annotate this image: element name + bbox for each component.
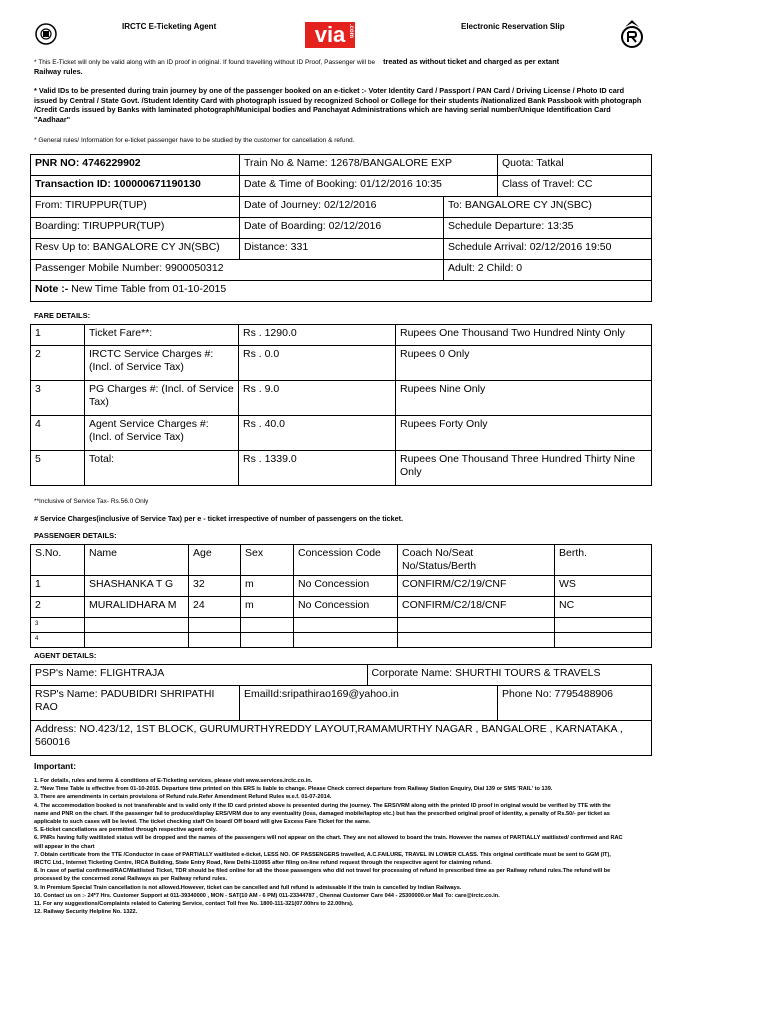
general-rules-note: * General rules/ Information for e-ticket passenger have to be studied by the customer for cancellation & refund. bbox=[34, 137, 355, 144]
fare-item: Ticket Fare**: bbox=[85, 325, 239, 346]
list-item: 10. Contact us on :- 24*7 Hrs. Customer Support at 011-39340000 , MON - SAT(10 AM - 6 PM) 011-23344787 , Chennai Customer Care 044 - 25300000.or Mail To: care@irctc.co.in. bbox=[34, 892, 500, 899]
phone-cell: Phone No: 7795488906 bbox=[498, 686, 652, 721]
table-row bbox=[31, 633, 652, 648]
passenger-cell: 4 bbox=[31, 633, 85, 648]
fare-amount: Rs . 9.0 bbox=[239, 381, 396, 416]
fare-words: Rupees One Thousand Two Hundred Ninty Only bbox=[396, 325, 652, 346]
note-label: Note :- bbox=[35, 283, 69, 295]
passenger-cell: m bbox=[241, 576, 294, 597]
pax-count-cell: Adult: 2 Child: 0 bbox=[444, 260, 652, 281]
fare-words: Rupees Nine Only bbox=[396, 381, 652, 416]
passenger-cell: m bbox=[241, 597, 294, 618]
boarding-date-cell: Date of Boarding: 02/12/2016 bbox=[240, 218, 444, 239]
table-row bbox=[31, 597, 652, 618]
list-item: 8. In case of partial confirmed/RAC/Waitlisted Ticket, TDR should be filed online for all the those passengers who did not travel for processing of refund in prescribed time as per Railway refund rules.The refund will be processed by the concerned zonal Railways as per Railway refund rules. bbox=[34, 868, 611, 883]
departure-cell: Schedule Departure: 13:35 bbox=[444, 218, 652, 239]
list-item: 4. The accommodation booked is not transferable and is valid only if the ID card printed above is presented during the journey. The ERS/VRM along with the printed ID proof in original would be verified by TTE with the name and PNR on the chart. If the passenger fail to produce/display ERS/VRM due to any eventuality (loss, damaged mobile/laptop etc.) but has the prescribed original proof of identity, a penalty of Rs.50/- per ticket as applicable to such cases will be levied. The ticket checking staff On board/ Off board will give Excess Fare Ticket for the same. bbox=[34, 802, 611, 826]
passenger-cell bbox=[555, 618, 652, 633]
valid-ids-note: * Valid IDs to be presented during train journey by one of the passenger booked on an e-ticket :- Voter Identity Card / Passport / PAN Card / Driving License / Photo ID card issued by Central / State Govt. /Student Identity Card with photograph issued by recognized School or College for their students /Nationalized Bank Passbook with photograph /Credit Cards issued by Banks with laminated photograph/Municipal bodies and Panchayat Administrations which are having serial number/Unique Identification Card "Aadhaar" bbox=[34, 86, 642, 124]
id-proof-note bbox=[34, 57, 734, 77]
passenger-cell bbox=[555, 633, 652, 648]
agent-section-title: AGENT DETAILS: bbox=[34, 651, 97, 660]
fare-amount: Rs . 1290.0 bbox=[239, 325, 396, 346]
passenger-cell bbox=[294, 618, 398, 633]
passenger-header: Sex bbox=[241, 545, 294, 576]
passenger-header: Age bbox=[189, 545, 241, 576]
passenger-cell: 24 bbox=[189, 597, 241, 618]
psp-cell: PSP's Name: FLIGHTRAJA bbox=[31, 665, 368, 686]
fare-amount: Rs . 0.0 bbox=[239, 346, 396, 381]
list-item: 7. Obtain certificate from the TTE /Conductor in case of PARTIALLY waitlisted e-ticket, LESS NO. OF PASSENGERS travelled, A.C.FAILURE, TRAVEL IN LOWER CLASS. This original certificate must be sent to GGM (IT), IRCTC Ltd., Internet Ticketing Centre, IRCA Building, State Entry Road, New Delhi-110055 after filing on-line refund request through the respective agent for claiming refund. bbox=[34, 851, 611, 867]
passenger-cell: SHASHANKA T G bbox=[85, 576, 189, 597]
list-item: 6. PNRs having fully waitlisted status will be dropped and the names of the passengers will not appear on the chart. They are not allowed to board the train. However the names of PARTIALLY waitlisted/ confirmed and RAC will appear in the chart bbox=[34, 835, 623, 850]
table-row bbox=[31, 618, 652, 633]
id-proof-note-a: * This E-Ticket will only be valid along with an ID proof in original. If found travelling without ID Proof, Passenger will be bbox=[34, 59, 376, 66]
table-row bbox=[31, 576, 652, 597]
fare-no: 5 bbox=[31, 451, 85, 486]
fare-amount: Rs . 40.0 bbox=[239, 416, 396, 451]
fare-amount: Rs . 1339.0 bbox=[239, 451, 396, 486]
passenger-cell: CONFIRM/C2/18/CNF bbox=[398, 597, 555, 618]
booking-time-cell: Date & Time of Booking: 01/12/2016 10:35 bbox=[240, 176, 498, 197]
passenger-cell bbox=[189, 633, 241, 648]
passenger-cell: No Concession bbox=[294, 597, 398, 618]
fare-item: Agent Service Charges #: (Incl. of Service Tax) bbox=[85, 416, 239, 451]
fare-words: Rupees 0 Only bbox=[396, 346, 652, 381]
note-cell bbox=[31, 281, 652, 302]
passenger-cell: 1 bbox=[31, 576, 85, 597]
passenger-cell: 2 bbox=[31, 597, 85, 618]
distance-cell: Distance: 331 bbox=[240, 239, 444, 260]
list-item: 9. In Premium Special Train cancellation is not allowed.However, ticket can be cancelled and full refund is admissable if the train is cancelled by Indian Railways. bbox=[34, 884, 462, 891]
via-logo-sub: .com bbox=[348, 24, 354, 39]
via-logo bbox=[305, 22, 355, 48]
train-cell: Train No & Name: 12678/BANGALORE EXP bbox=[240, 155, 498, 176]
fare-item: IRCTC Service Charges #: (Incl. of Service Tax) bbox=[85, 346, 239, 381]
pnr-cell: PNR NO: 4746229902 bbox=[31, 155, 240, 176]
quota-cell: Quota: Tatkal bbox=[498, 155, 652, 176]
fare-no: 4 bbox=[31, 416, 85, 451]
passenger-cell: WS bbox=[555, 576, 652, 597]
passenger-cell bbox=[294, 633, 398, 648]
resv-upto-cell: Resv Up to: BANGALORE CY JN(SBC) bbox=[31, 239, 240, 260]
passenger-header: Concession Code bbox=[294, 545, 398, 576]
passenger-cell: CONFIRM/C2/19/CNF bbox=[398, 576, 555, 597]
passenger-cell bbox=[241, 633, 294, 648]
passenger-cell: 3 bbox=[31, 618, 85, 633]
passenger-cell bbox=[85, 633, 189, 648]
passenger-cell bbox=[398, 633, 555, 648]
booking-table bbox=[30, 154, 652, 302]
passenger-cell: 32 bbox=[189, 576, 241, 597]
address-cell: Address: NO.423/12, 1ST BLOCK, GURUMURTHYREDDY LAYOUT,RAMAMURTHY NAGAR , BANGALORE , KARNATAKA , 560016 bbox=[31, 721, 652, 756]
fare-section-title: FARE DETAILS: bbox=[34, 311, 91, 320]
arrival-cell: Schedule Arrival: 02/12/2016 19:50 bbox=[444, 239, 652, 260]
id-proof-note-c: Railway rules. bbox=[34, 67, 83, 76]
id-proof-note-b: treated as without ticket and charged as per extant bbox=[383, 57, 560, 66]
list-item: 12. Railway Security Helpline No. 1322. bbox=[34, 909, 138, 916]
journey-date-cell: Date of Journey: 02/12/2016 bbox=[240, 197, 444, 218]
passenger-cell: NC bbox=[555, 597, 652, 618]
list-item: 11. For any suggestions/Complaints related to Catering Service, contact Toll free No. 1800-111-321(07.00hrs to 22.00hrs). bbox=[34, 901, 354, 908]
transaction-cell: Transaction ID: 100000671190130 bbox=[31, 176, 240, 197]
indian-railways-emblem bbox=[34, 22, 58, 46]
passenger-table bbox=[30, 544, 652, 648]
mobile-cell: Passenger Mobile Number: 9900050312 bbox=[31, 260, 444, 281]
list-item: 3. There are amendments in certain provisions of Refund rule.Refer Amendment Refund Rules w.e.f. 01-07-2014. bbox=[34, 794, 332, 801]
fare-no: 1 bbox=[31, 325, 85, 346]
fare-item: Total: bbox=[85, 451, 239, 486]
passenger-cell: MURALIDHARA M bbox=[85, 597, 189, 618]
fare-words: Rupees One Thousand Three Hundred Thirty Nine Only bbox=[396, 451, 652, 486]
passenger-cell bbox=[189, 618, 241, 633]
boarding-cell: Boarding: TIRUPPUR(TUP) bbox=[31, 218, 240, 239]
list-item: 2. *New Time Table is effective from 01-10-2015. Departure time printed on this ERS is liable to change. Please Check correct departure from Railway Station Enquiry, Dial 139 or SMS 'RAIL' to 139. bbox=[34, 786, 553, 793]
passenger-header: S.No. bbox=[31, 545, 85, 576]
list-item: 1. For details, rules and terms & conditions of E-Ticketing services, please visit www.services.irctc.co.in. bbox=[34, 778, 313, 784]
list-item: 5. E-ticket cancellations are permitted through respective agent only. bbox=[34, 827, 217, 834]
passenger-cell bbox=[398, 618, 555, 633]
from-cell: From: TIRUPPUR(TUP) bbox=[31, 197, 240, 218]
passenger-section-title: PASSENGER DETAILS: bbox=[34, 531, 117, 540]
slip-title: Electronic Reservation Slip bbox=[461, 22, 565, 31]
irctc-logo bbox=[617, 18, 647, 50]
fare-item: PG Charges #: (Incl. of Service Tax) bbox=[85, 381, 239, 416]
via-logo-text: via bbox=[314, 22, 346, 47]
rsp-cell: RSP's Name: PADUBIDRI SHRIPATHI RAO bbox=[31, 686, 240, 721]
corporate-cell: Corporate Name: SHURTHI TOURS & TRAVELS bbox=[367, 665, 651, 686]
fare-footnote-tax: **Inclusive of Service Tax- Rs.56.0 Only bbox=[34, 498, 149, 505]
fare-no: 3 bbox=[31, 381, 85, 416]
to-cell: To: BANGALORE CY JN(SBC) bbox=[444, 197, 652, 218]
fare-no: 2 bbox=[31, 346, 85, 381]
fare-footnote-service: # Service Charges(inclusive of Service Tax) per e - ticket irrespective of number of passengers on the ticket. bbox=[34, 514, 403, 523]
fare-words: Rupees Forty Only bbox=[396, 416, 652, 451]
passenger-header: Berth. bbox=[555, 545, 652, 576]
passenger-header: Coach No/Seat No/Status/Berth bbox=[398, 545, 555, 576]
passenger-cell: No Concession bbox=[294, 576, 398, 597]
passenger-cell bbox=[85, 618, 189, 633]
important-title: Important: bbox=[34, 761, 77, 771]
passenger-header: Name bbox=[85, 545, 189, 576]
agent-title: IRCTC E-Ticketing Agent bbox=[122, 22, 217, 31]
passenger-cell bbox=[241, 618, 294, 633]
class-cell: Class of Travel: CC bbox=[498, 176, 652, 197]
email-cell: EmailId:sripathirao169@yahoo.in bbox=[240, 686, 498, 721]
fare-table bbox=[30, 324, 652, 486]
note-value: New Time Table from 01-10-2015 bbox=[68, 283, 227, 295]
agent-table bbox=[30, 664, 652, 756]
important-list bbox=[34, 777, 624, 916]
